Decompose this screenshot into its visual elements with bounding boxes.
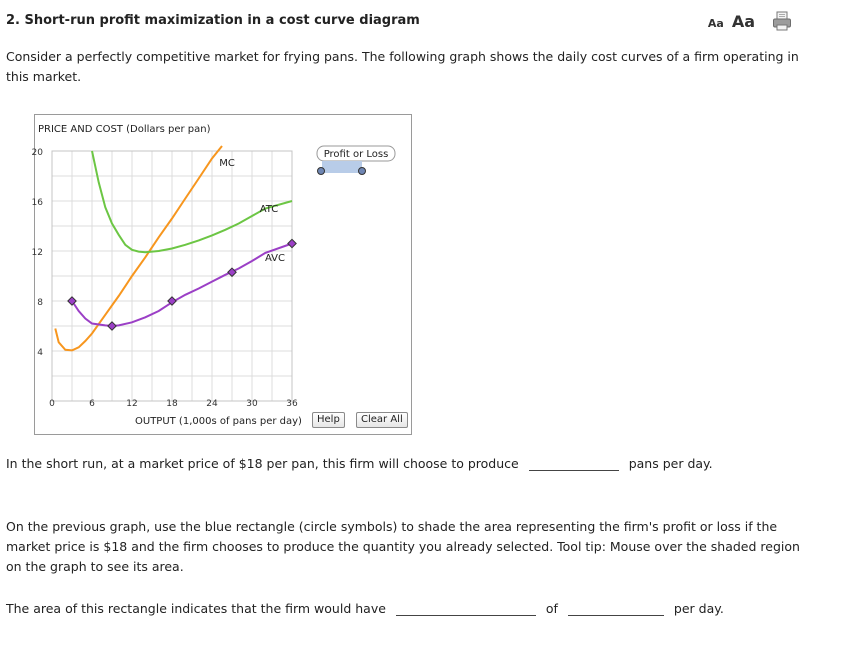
print-icon[interactable] bbox=[772, 11, 792, 31]
profit-loss-handle-left[interactable] bbox=[318, 168, 325, 175]
curve-label-mc: MC bbox=[219, 158, 235, 169]
q3-of-text: of bbox=[545, 601, 558, 616]
x-tick-label: 24 bbox=[206, 399, 218, 409]
x-tick-label: 6 bbox=[89, 399, 95, 409]
x-axis-label: OUTPUT (1,000s of pans per day) bbox=[135, 416, 302, 427]
chart-curves bbox=[55, 146, 292, 350]
q3-amount-dropdown[interactable] bbox=[568, 601, 664, 616]
profit-loss-tool-label: Profit or Loss bbox=[323, 149, 389, 160]
y-tick-label: 16 bbox=[31, 198, 43, 208]
y-tick-label: 12 bbox=[31, 248, 43, 258]
avc-point-marker[interactable] bbox=[288, 239, 296, 247]
x-tick-label: 0 bbox=[49, 399, 55, 409]
y-axis-label: PRICE AND COST (Dollars per pan) bbox=[38, 124, 211, 135]
q1-quantity-dropdown[interactable] bbox=[529, 456, 619, 471]
q1-suffix: pans per day. bbox=[628, 456, 713, 471]
curve-label-atc: ATC bbox=[259, 204, 279, 215]
profit-loss-rect-preview[interactable] bbox=[322, 161, 362, 173]
font-small-button[interactable]: Aa bbox=[707, 17, 724, 30]
font-large-button[interactable]: Aa bbox=[731, 12, 755, 31]
question-2-text: On the previous graph, use the blue rectangle (circle symbols) to shade the area representing the firm's profit or loss if the market price is $18 and the firm chooses to produce the quantity you already selected. Tool tip: Mouse over the shaded region on the graph to see its area. bbox=[6, 519, 800, 574]
profit-loss-handle-right[interactable] bbox=[359, 168, 366, 175]
q1-prompt: In the short run, at a market price of $18 per pan, this firm will choose to produce bbox=[6, 456, 519, 471]
q3-profit-loss-dropdown[interactable] bbox=[396, 601, 536, 616]
help-button[interactable]: Help bbox=[312, 412, 345, 428]
question-intro: Consider a perfectly competitive market for frying pans. The following graph shows the daily cost curves of a firm operating in this market. bbox=[6, 49, 799, 84]
clear-all-button[interactable]: Clear All bbox=[356, 412, 408, 428]
question-1 bbox=[6, 456, 713, 471]
y-tick-label: 4 bbox=[37, 348, 43, 358]
x-tick-label: 18 bbox=[166, 399, 178, 409]
graph-panel bbox=[31, 114, 412, 435]
font-size-controls bbox=[708, 12, 755, 31]
x-tick-label: 12 bbox=[126, 399, 138, 409]
avc-point-marker[interactable] bbox=[108, 322, 116, 330]
curve-label-avc: AVC bbox=[264, 253, 286, 264]
question-3 bbox=[6, 601, 724, 616]
q3-prompt: The area of this rectangle indicates that the firm would have bbox=[6, 601, 386, 616]
x-tick-label: 30 bbox=[246, 399, 258, 409]
y-tick-label: 20 bbox=[31, 148, 43, 158]
x-tick-label: 36 bbox=[286, 399, 298, 409]
chart-grid bbox=[52, 151, 292, 401]
cost-curve-chart[interactable] bbox=[31, 115, 411, 434]
chart-markers[interactable] bbox=[68, 239, 296, 330]
question-title: 2. Short-run profit maximization in a cost curve diagram bbox=[6, 13, 420, 28]
y-tick-label: 8 bbox=[37, 298, 43, 308]
q3-suffix: per day. bbox=[673, 601, 724, 616]
profit-loss-tool[interactable] bbox=[317, 146, 395, 175]
